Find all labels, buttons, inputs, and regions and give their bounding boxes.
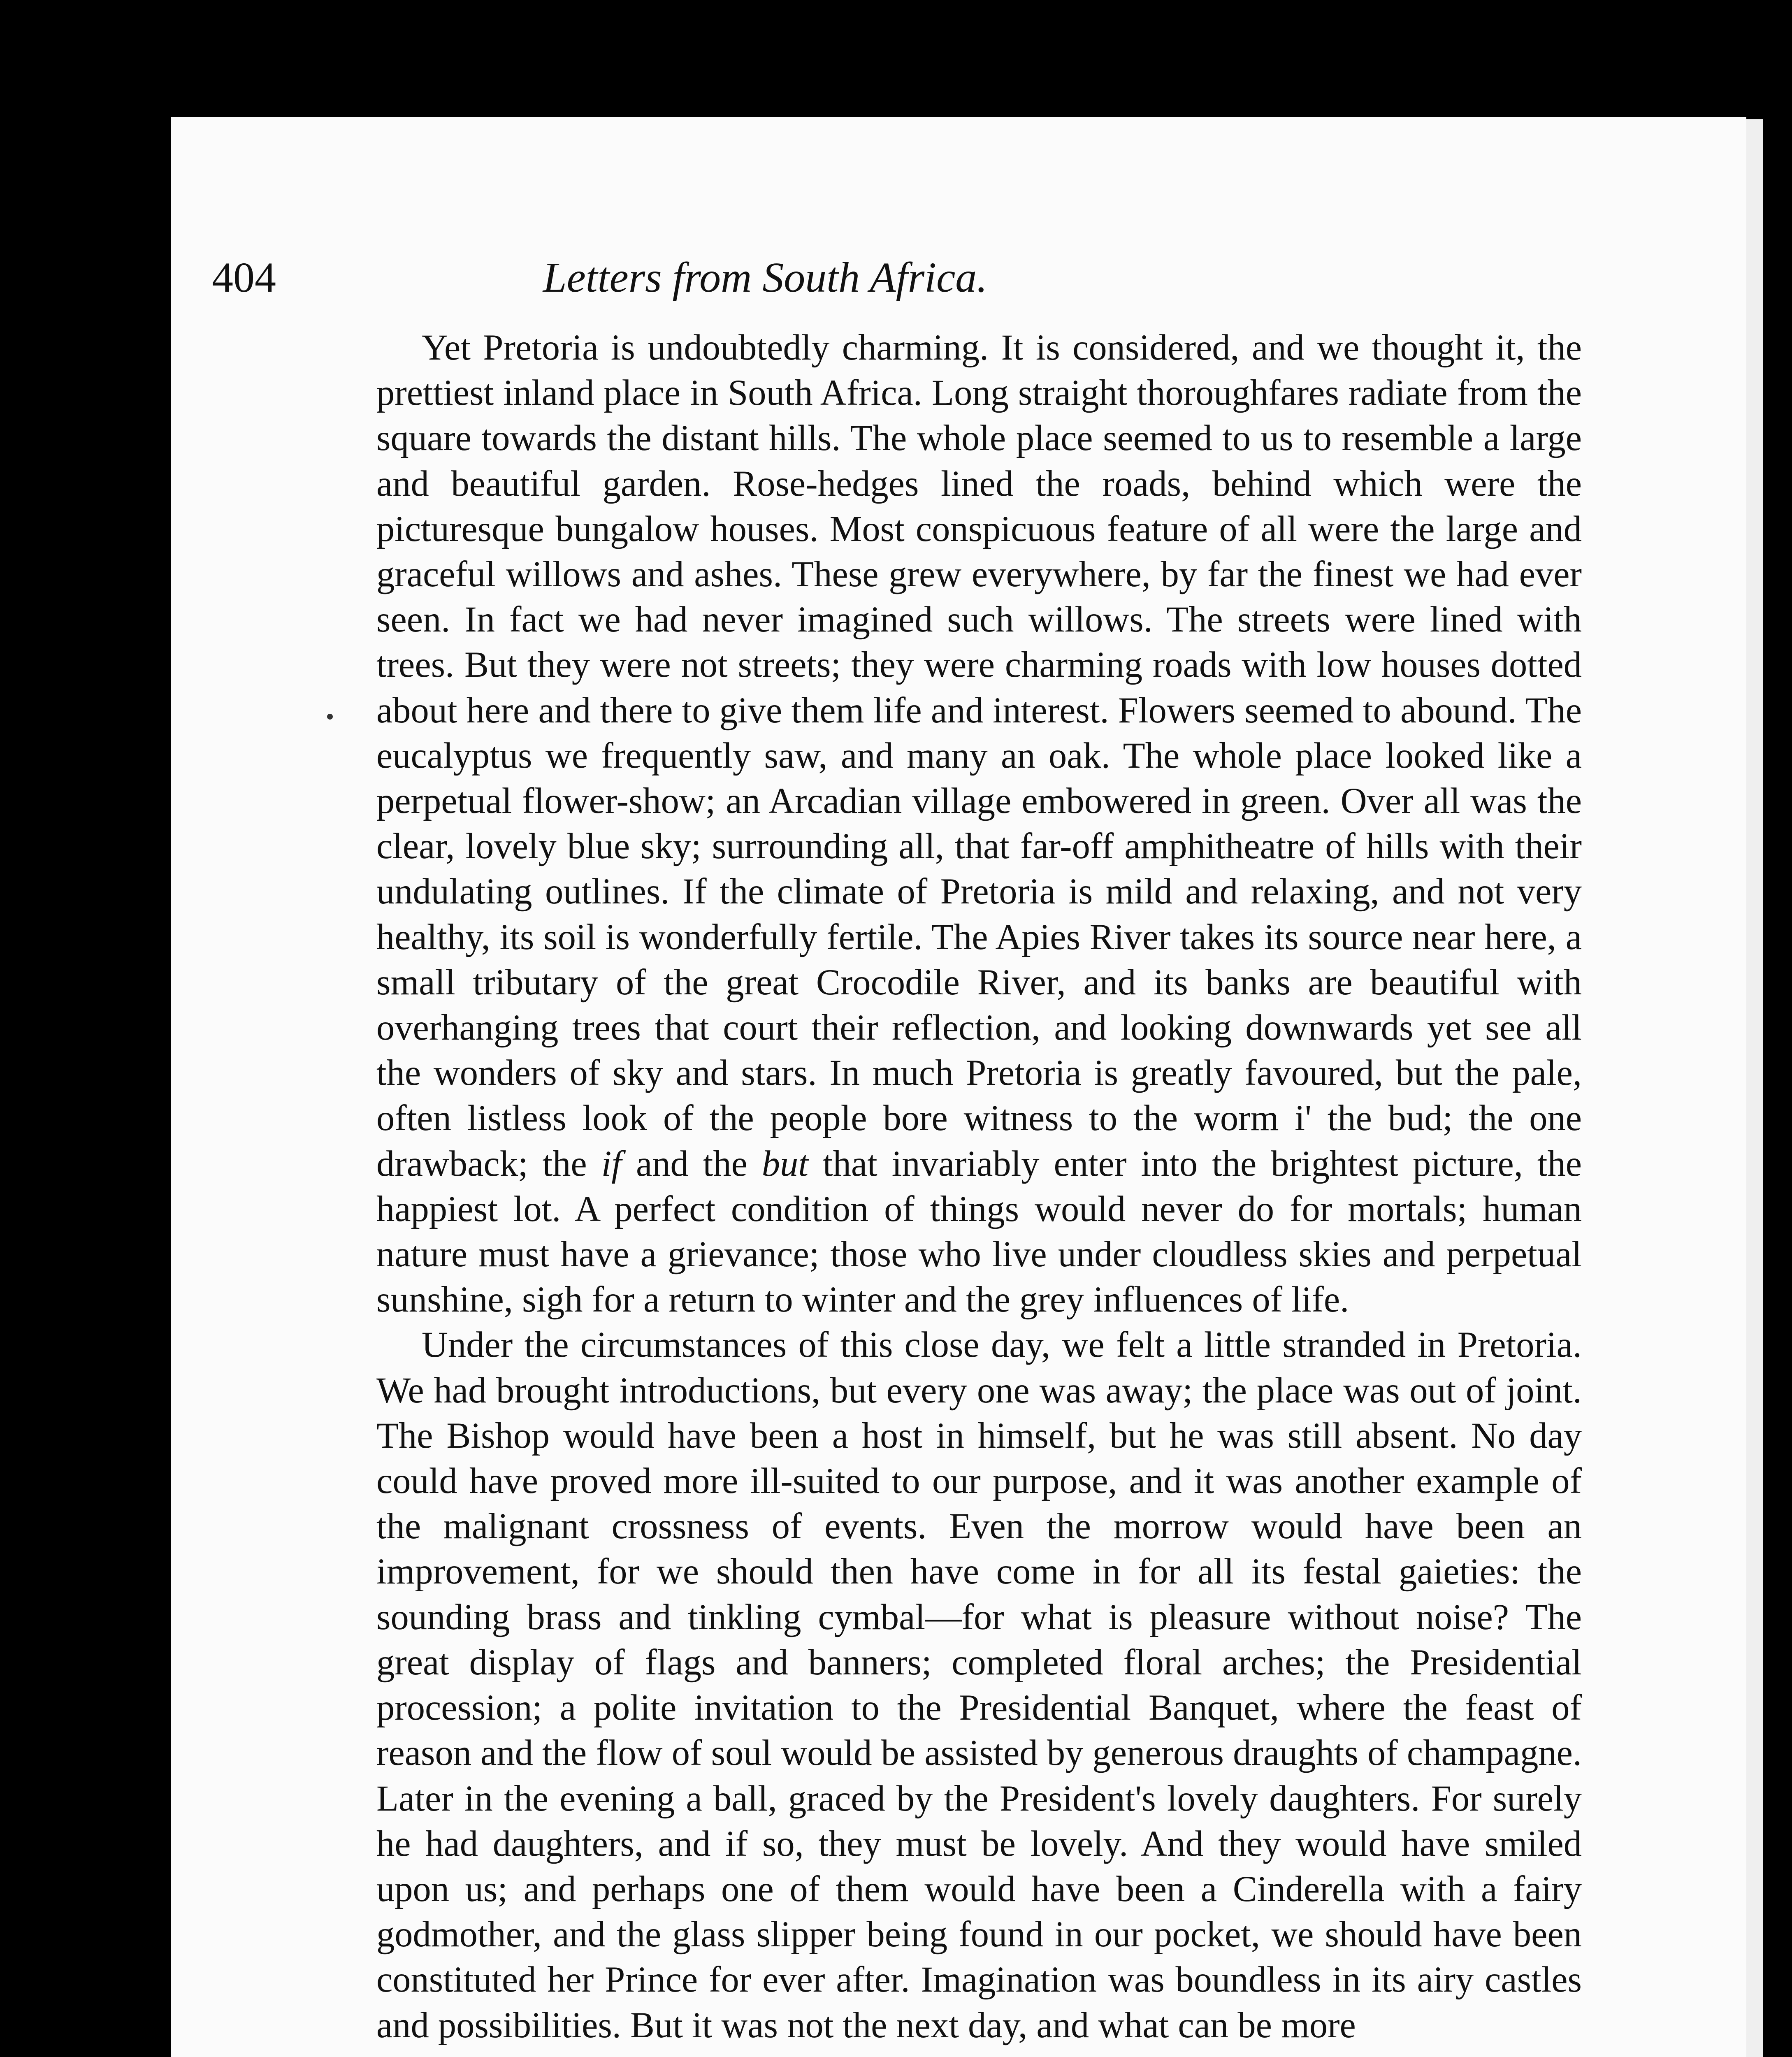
next-page-edge	[1746, 119, 1763, 2057]
margin-mark	[327, 714, 333, 720]
italic-if: if	[601, 1143, 622, 1184]
paragraph-1-mid: and the	[621, 1143, 762, 1184]
italic-but: but	[761, 1143, 808, 1184]
paragraph-1-tail: that invariably enter into the brightest picture, the happiest lot. A perfect condition of things would never do for mortals; human nature must have a grievance; those who live under cloudless skies and perpetual sunshine, sigh for a return to winter and the grey influences of life.	[376, 1143, 1582, 1320]
page-number: 404	[212, 254, 276, 301]
paragraph-1-text: Yet Pretoria is undoubtedly charming. It is considered, and we thought it, the prettiest inland place in South Africa. Long straight thoroughfares radiate from the square towards the distant hills. The whole place seemed to us to resemble a large and beautiful garden. Rose-hedges lined the roads, behind which were the picturesque bungalow houses. Most conspicuous feature of all were the large and graceful willows and ashes. These grew everywhere, by far the finest we had ever seen. In fact we had never imagined such willows. The streets were lined with trees. But they were not streets; they were charming roads with low houses dotted about here and there to give them life and interest. Flowers seemed to abound. The eucalyptus we frequently saw, and many an oak. The whole place looked like a perpetual flower-show; an Arcadian village embowered in green. Over all was the clear, lovely blue sky; surrounding all, that far-off amphitheatre of hills with their undulating outlines. If the climate of Pretoria is mild and relaxing, and not very healthy, its soil is wonderfully fertile. The Apies River takes its source near here, a small tributary of the great Crocodile River, and its banks are beautiful with overhanging trees that court their reflection, and looking downwards yet see all the wonders of sky and stars. In much Pretoria is greatly favoured, but the pale, often listless look of the people bore witness to the worm i' the bud; the one drawback; the	[376, 327, 1582, 1184]
running-title: Letters from South Africa.	[543, 254, 988, 301]
paragraph-2-text: Under the circumstances of this close day, we felt a little stranded in Pretoria. We had brought introductions, but every one was away; the place was out of joint. The Bishop would have been a host in himself, but he was still absent. No day could have proved more ill-suited to our purpose, and it was another example of the malignant crossness of events. Even the morrow would have been an improvement, for we should then have come in for all its festal gaieties: the sounding brass and tinkling cymbal—for what is pleasure without noise? The great display of flags and banners; completed floral arches; the Presidential procession; a polite invitation to the Presidential Banquet, where the feast of reason and the flow of soul would be assisted by generous draughts of champagne. Later in the evening a ball, graced by the President's lovely daughters. For surely he had daughters, and if so, they must be lovely. And they would have smiled upon us; and perhaps one of them would have been a Cinderella with a fairy godmother, and the glass slipper being found in our pocket, we should have been constituted her Prince for ever after. Imagination was boundless in its airy castles and possibilities. But it was not the next day, and what can be more	[376, 1325, 1582, 2045]
paragraph-1	[376, 325, 1582, 1322]
page-header	[212, 251, 1253, 304]
paragraph-2	[376, 1322, 1582, 2048]
body-text	[376, 325, 1582, 2048]
